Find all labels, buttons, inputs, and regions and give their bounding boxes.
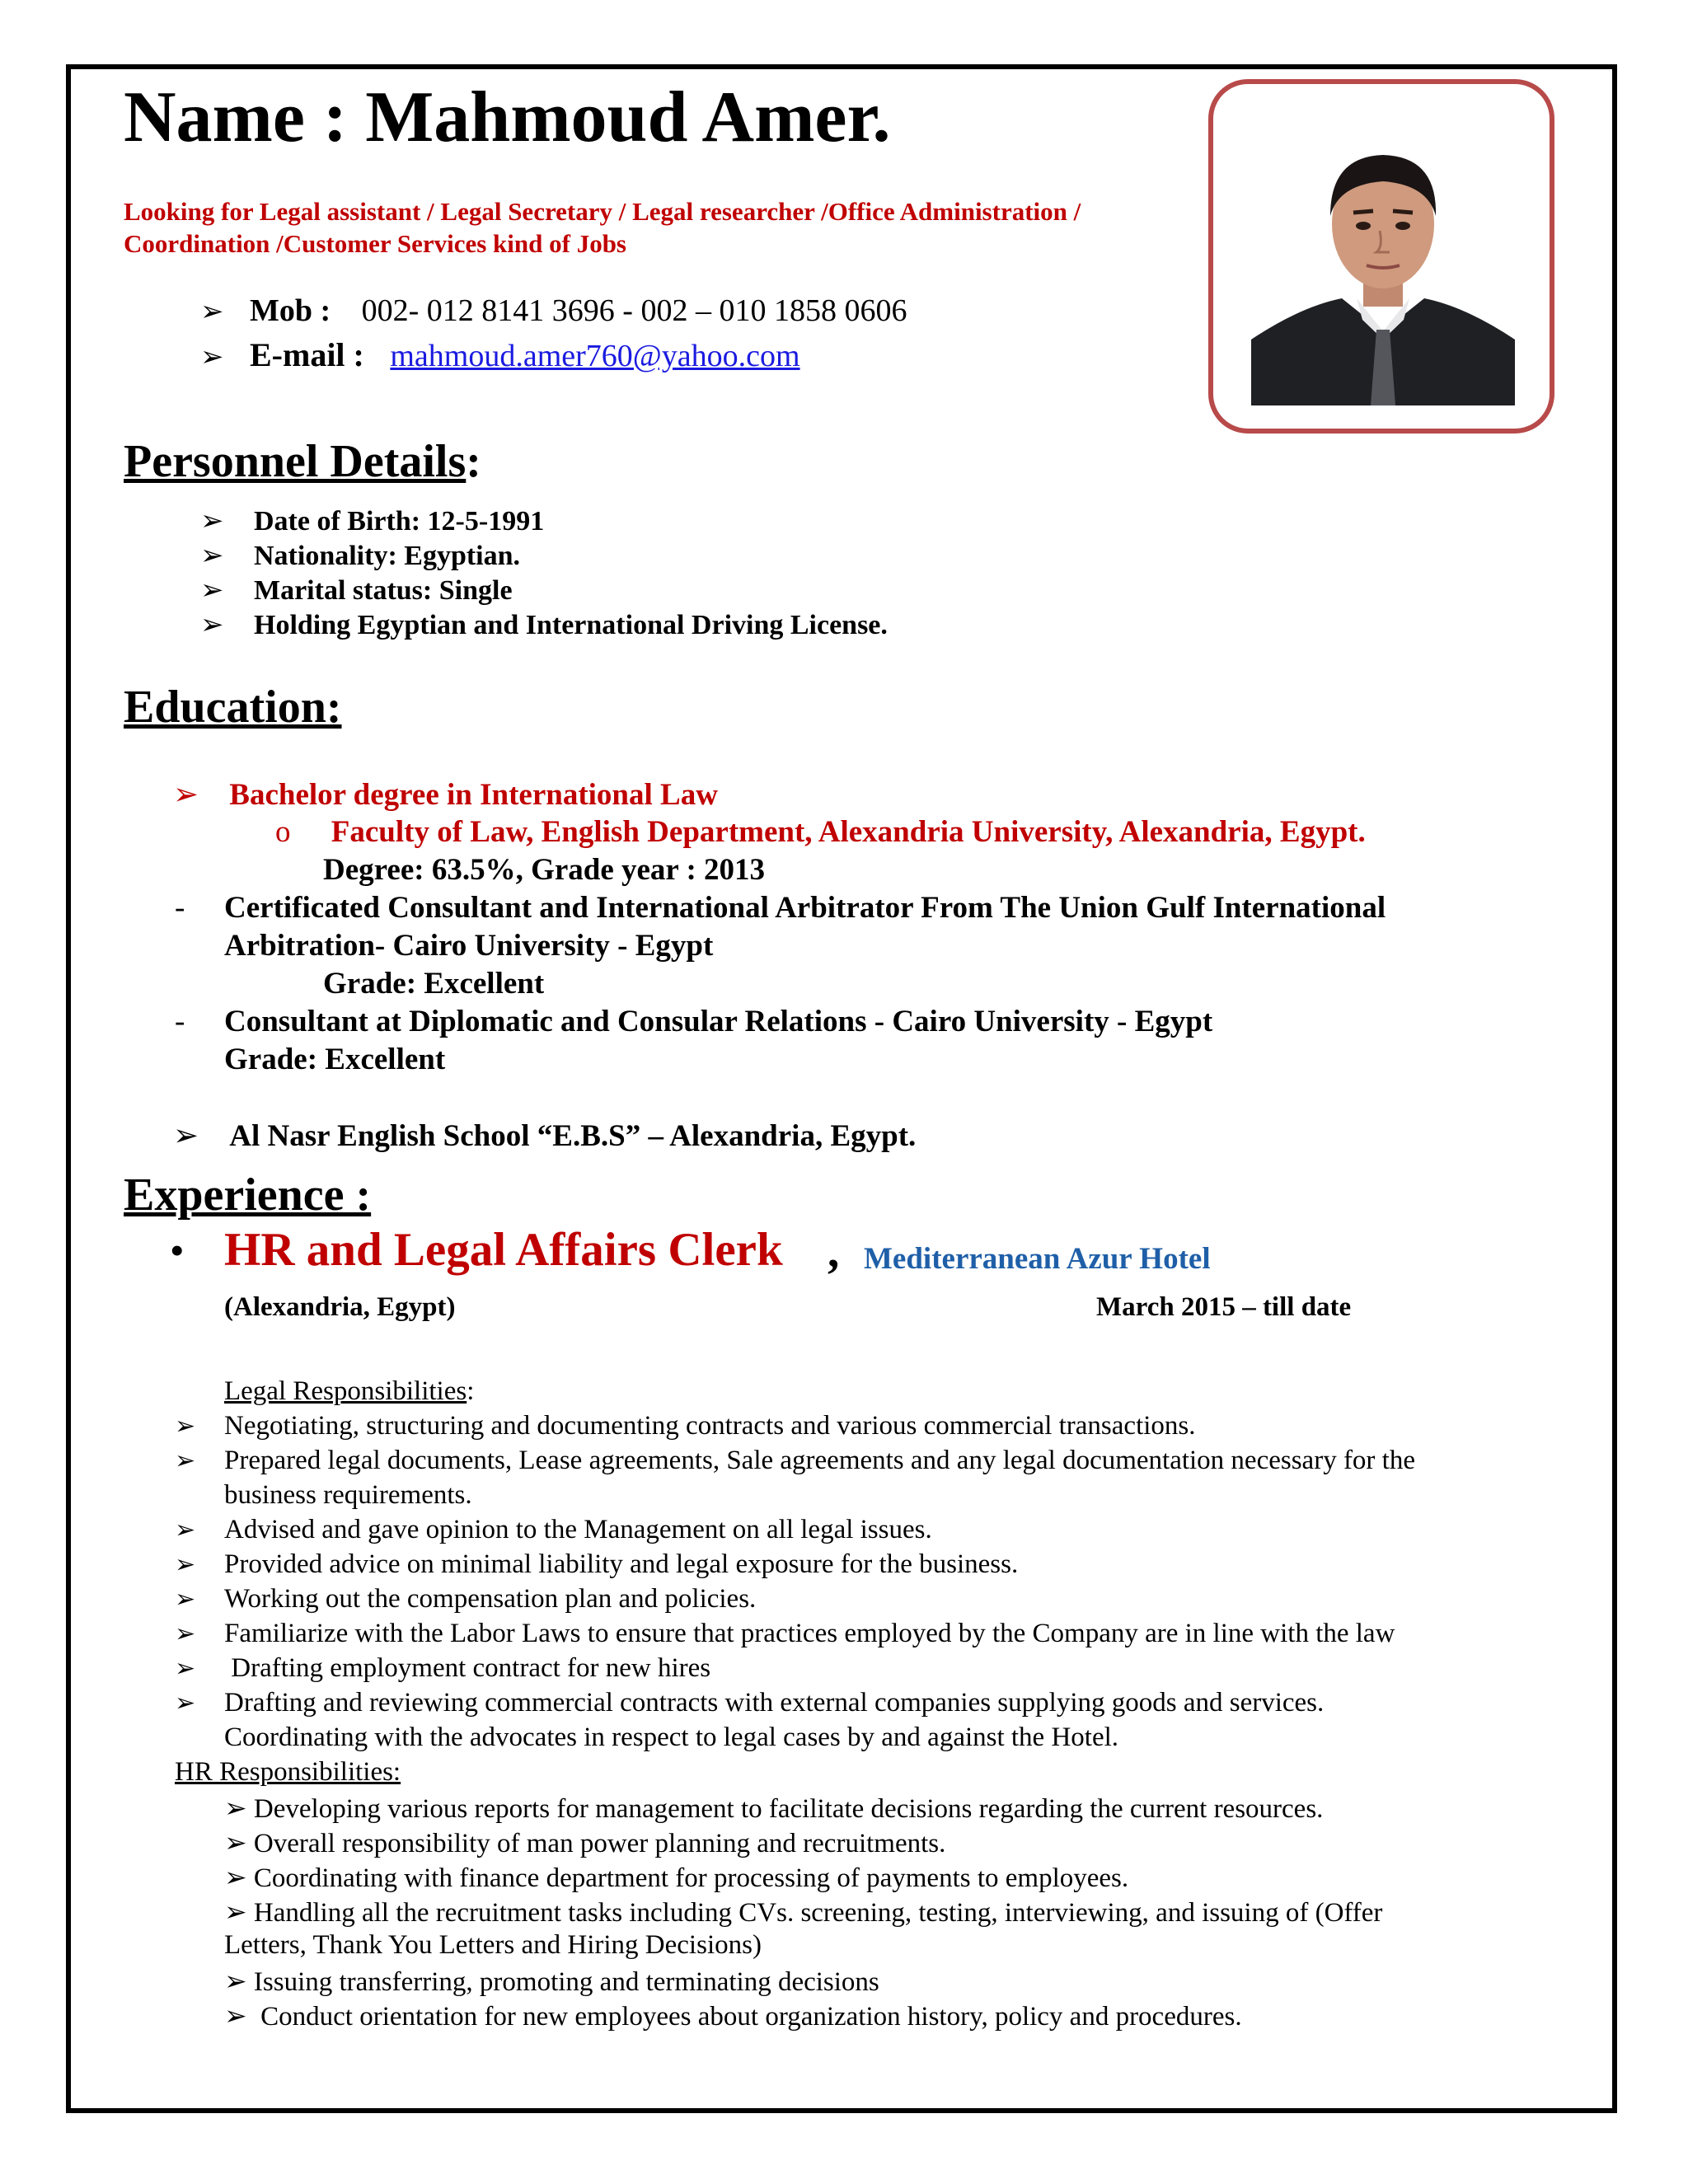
list-item: ➢ Provided advice on minimal liability and legal exposure for the business.	[175, 1549, 1019, 1579]
list-item: ➢ Prepared legal documents, Lease agreements, Sale agreements and any legal documentation necessary for the	[175, 1446, 1415, 1475]
education-degree-grade: Degree: 63.5%, Grade year : 2013	[323, 853, 766, 887]
arrow-bullet-icon: ➢	[200, 608, 224, 641]
education-heading: Education:	[124, 682, 342, 733]
mobile-label: Mob :	[250, 293, 331, 328]
bullet-icon: •	[170, 1227, 185, 1273]
profile-photo	[1251, 124, 1515, 405]
arrow-bullet-icon: ➢	[175, 1654, 196, 1683]
job-dates: March 2015 – till date	[1096, 1292, 1352, 1322]
job-target	[124, 195, 1195, 260]
list-item: ➢ Drafting and reviewing commercial contracts with external companies supplying goods and services.	[175, 1688, 1325, 1718]
email-label: E-mail :	[250, 336, 364, 373]
list-item: ➢ Negotiating, structuring and documenting contracts and various commercial transactions.	[175, 1411, 1196, 1441]
arrow-bullet-icon: ➢	[200, 504, 224, 537]
list-item: ➢ Coordinating with finance department for processing of payments to employees.	[224, 1863, 1129, 1893]
experience-heading: Experience :	[124, 1169, 372, 1221]
certificate-2-grade: Grade: Excellent	[224, 1043, 446, 1076]
certificate-1-line-2: Arbitration- Cairo University - Egypt	[224, 929, 714, 963]
list-item: ➢ Date of Birth: 12-5-1991	[200, 504, 545, 537]
list-item-continuation: business requirements.	[224, 1480, 472, 1510]
list-item: ➢ Marital status: Single	[200, 574, 513, 607]
arrow-bullet-icon: ➢	[200, 539, 224, 572]
list-item: ➢ Nationality: Egyptian.	[200, 539, 521, 572]
education-degree: ➢ Bachelor degree in International Law	[173, 776, 718, 812]
arrow-bullet-icon: ➢	[200, 295, 224, 328]
certificate-1: - Certificated Consultant and International Arbitrator From The Union Gulf International	[175, 891, 1386, 925]
certificate-1-grade: Grade: Excellent	[323, 967, 545, 1001]
arrow-bullet-icon: ➢	[175, 1619, 196, 1648]
dash-bullet: -	[175, 1005, 185, 1038]
profile-photo-frame	[1208, 79, 1554, 434]
arrow-bullet-icon: ➢	[173, 1118, 199, 1153]
arrow-bullet-icon: ➢	[175, 1516, 196, 1544]
arrow-bullet-icon: ➢	[175, 1412, 196, 1441]
arrow-bullet-icon: ➢	[175, 1689, 196, 1718]
candidate-name: Name : Mahmoud Amer.	[124, 77, 891, 157]
arrow-bullet-icon: ➢	[175, 1446, 196, 1475]
dash-bullet: -	[175, 891, 185, 925]
mobile-row	[200, 293, 907, 329]
job-target-line-1: Looking for Legal assistant / Legal Secretary / Legal researcher /Office Administration /	[124, 197, 1081, 226]
certificate-2: - Consultant at Diplomatic and Consular Relations - Cairo University - Egypt	[175, 1005, 1213, 1038]
job-title: HR and Legal Affairs Clerk	[224, 1224, 783, 1276]
arrow-bullet-icon: ➢	[200, 574, 224, 607]
job-location: (Alexandria, Egypt)	[224, 1292, 456, 1322]
list-item: ➢ Handling all the recruitment tasks including CVs. screening, testing, interviewing, and issuing of (Offer	[224, 1898, 1383, 1928]
list-item: ➢ Familiarize with the Labor Laws to ensure that practices employed by the Company are in line with the law	[175, 1619, 1395, 1648]
list-item: ➢ Developing various reports for management to facilitate decisions regarding the current resources.	[224, 1794, 1324, 1824]
mobile-value: 002- 012 8141 3696 - 002 – 010 1858 0606	[361, 293, 907, 328]
email-row	[200, 335, 800, 374]
personnel-heading: Personnel Details:	[124, 436, 481, 487]
job-entry	[170, 1224, 783, 1276]
email-link[interactable]: mahmoud.amer760@yahoo.com	[390, 339, 800, 373]
employer-name: Mediterranean Azur Hotel	[864, 1242, 1211, 1276]
job-target-line-2: Coordination /Customer Services kind of Jobs	[124, 229, 626, 258]
arrow-bullet-icon: ➢	[175, 1550, 196, 1579]
arrow-bullet-icon: ➢	[200, 340, 224, 373]
education-faculty: o Faculty of Law, English Department, Alexandria University, Alexandria, Egypt.	[275, 815, 1366, 849]
legal-responsibilities-heading: Legal Responsibilities:	[224, 1376, 475, 1406]
arrow-bullet-icon: ➢	[175, 1585, 196, 1614]
arrow-bullet-icon: ➢	[173, 776, 199, 812]
job-title-comma: ,	[828, 1226, 840, 1277]
list-item: ➢ Conduct orientation for new employees about organization history, policy and procedures.	[224, 2002, 1242, 2032]
list-item: ➢ Advised and gave opinion to the Management on all legal issues.	[175, 1515, 932, 1544]
list-item: ➢ Issuing transferring, promoting and terminating decisions	[224, 1967, 879, 1997]
list-item-continuation: Coordinating with the advocates in respect to legal cases by and against the Hotel.	[224, 1722, 1119, 1752]
list-item: ➢ Overall responsibility of man power planning and recruitments.	[224, 1829, 946, 1858]
list-item: ➢ Drafting employment contract for new hires	[175, 1653, 711, 1683]
circle-bullet-icon: o	[275, 815, 291, 849]
hr-responsibilities-heading: HR Responsibilities:	[175, 1757, 401, 1787]
education-school: ➢ Al Nasr English School “E.B.S” – Alexandria, Egypt.	[173, 1118, 917, 1153]
list-item-continuation: Letters, Thank You Letters and Hiring Decisions)	[224, 1930, 762, 1960]
list-item: ➢ Holding Egyptian and International Driving License.	[200, 608, 888, 641]
list-item: ➢ Working out the compensation plan and policies.	[175, 1584, 757, 1614]
